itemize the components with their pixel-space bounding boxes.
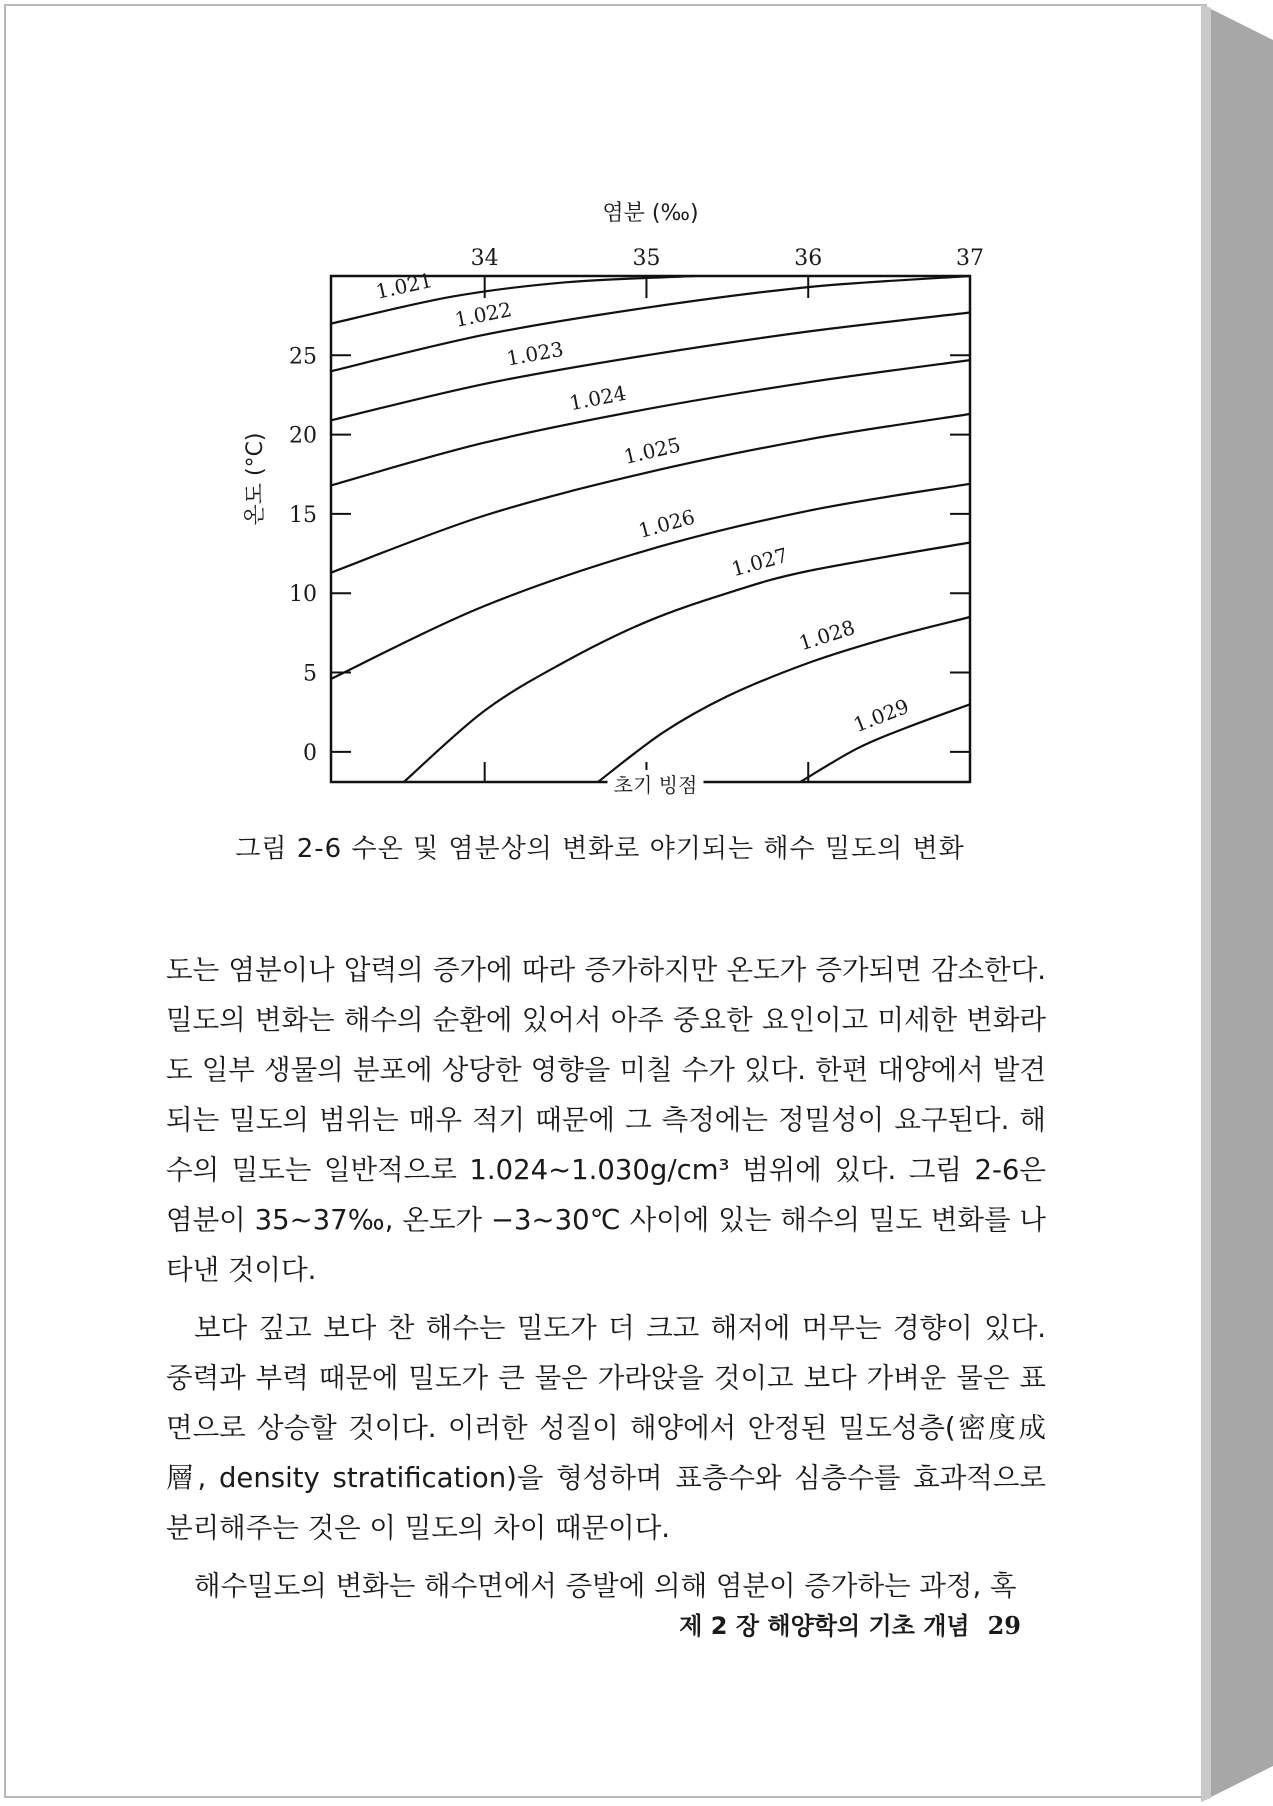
y-tick-label: 0	[303, 740, 317, 766]
isopycnal-line	[331, 360, 970, 485]
y-axis-label: 온도 (°C)	[243, 432, 268, 526]
y-tick-label: 5	[303, 661, 317, 687]
isopycnal-line	[331, 313, 970, 421]
page-edge-shading	[1201, 0, 1273, 1806]
paragraph: 보다 깊고 보다 찬 해수는 밀도가 더 크고 해저에 머무는 경향이 있다. 중력과 부력 때문에 밀도가 큰 물은 가라앉을 것이고 보다 가벼운 물은 표면으로 상승할 것이다. 이러한 성질이 해양에서 안정된 밀도성층(密度成層, density stratification)을 형성하며 표층수와 심층수를 효과적으로 분리해주는 것은 이 밀도의 차이 때문이다.	[166, 1312, 1046, 1544]
density-chart	[200, 190, 1020, 830]
isopycnal-label: 1.025	[621, 432, 683, 469]
paragraph: 도는 염분이나 압력의 증가에 따라 증가하지만 온도가 증가되면 감소한다. 밀도의 변화는 해수의 순환에 있어서 아주 중요한 요인이고 미세한 변화라도 일부 생물의 분포에 상당한 영향을 미칠 수가 있다. 한편 대양에서 발견되는 밀도의 범위는 매우 적기 때문에 그 측정에는 정밀성이 요구된다. 해수의 밀도는 일반적으로 1.024~1.030g/cm³ 범위에 있다. 그림 2-6은 염분이 35~37‰, 온도가 −3~30℃ 사이에 있는 해수의 밀도 변화를 나타낸 것이다.	[166, 954, 1046, 1286]
y-tick-label: 15	[289, 502, 317, 528]
isopycnal-line	[598, 614, 970, 782]
x-tick-label: 37	[956, 246, 984, 271]
running-footer	[679, 1606, 1021, 1641]
y-tick-label: 20	[289, 423, 317, 449]
density-figure	[200, 190, 1020, 830]
x-tick-label: 36	[794, 246, 823, 271]
isopycnal-line	[331, 484, 970, 679]
figure-caption: 그림 2-6 수온 및 염분상의 변화로 야기되는 해수 밀도의 변화	[235, 834, 965, 864]
x-tick-label: 34	[470, 246, 499, 271]
isopycnal-label: 1.022	[452, 297, 514, 332]
isopycnal-label: 1.021	[373, 267, 435, 304]
body-text	[166, 945, 1046, 1619]
y-tick-label: 25	[289, 344, 317, 370]
isopycnal-line	[404, 543, 970, 783]
isopycnal-label: 1.028	[795, 614, 858, 656]
isopycnal-label: 1.023	[504, 336, 566, 371]
y-tick-label: 10	[289, 582, 317, 608]
chapter-title: 제 2 장 해양학의 기초 개념	[679, 1612, 970, 1640]
x-axis-label: 염분 (‰)	[602, 201, 699, 226]
paragraph: 해수밀도의 변화는 해수면에서 증발에 의해 염분이 증가하는 과정, 혹	[194, 1570, 1017, 1602]
isopycnal-label: 1.027	[728, 542, 791, 582]
freezing-point-label: 초기 빙점	[613, 773, 698, 797]
x-tick-label: 35	[632, 246, 661, 271]
isopycnal-label: 1.029	[850, 693, 913, 738]
page-number: 29	[987, 1611, 1021, 1640]
isopycnal-label: 1.024	[567, 380, 629, 416]
isopycnal-label: 1.026	[635, 504, 698, 543]
